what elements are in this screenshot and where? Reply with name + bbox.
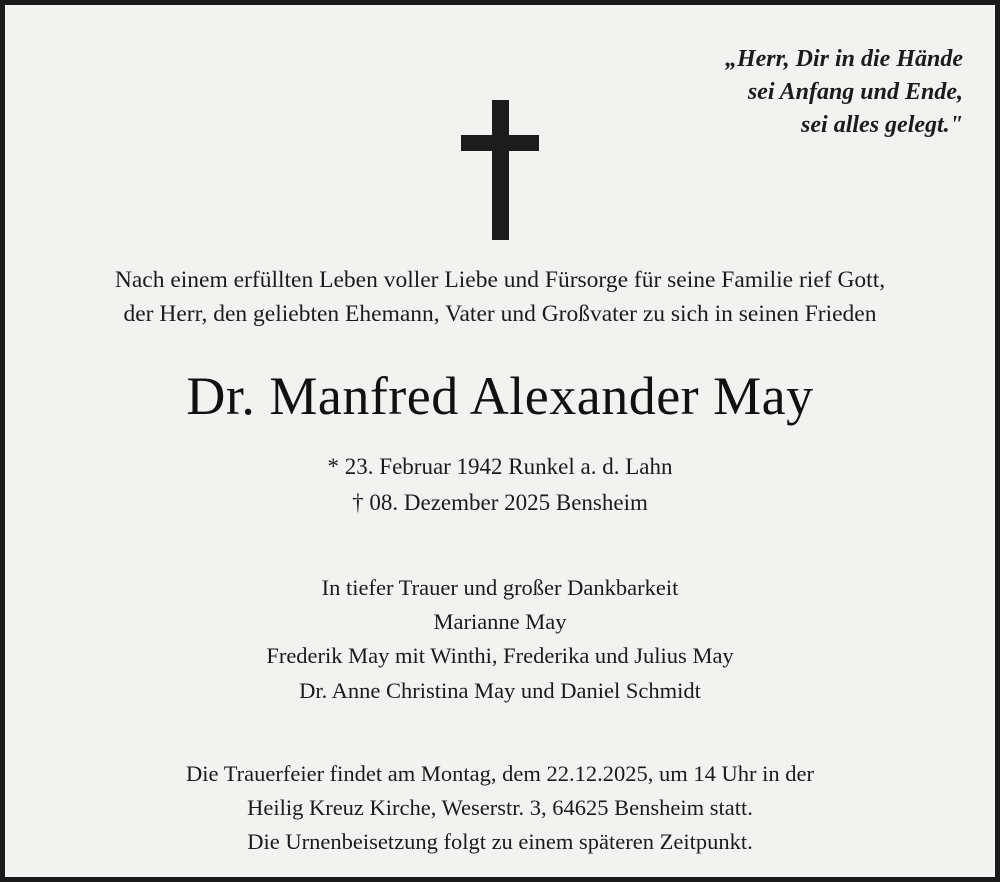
verse-line-1: „Herr, Dir in die Hände (724, 46, 963, 72)
death-date: † 08. Dezember 2025 Bensheim (352, 489, 648, 515)
notice-body (5, 5, 995, 877)
deceased-name: Dr. Manfred Alexander May (186, 366, 814, 426)
mourners-block (5, 571, 995, 708)
service-line-3: Die Urnenbeisetzung folgt zu einem späteren Zeitpunkt. (247, 828, 753, 854)
cross-vertical-bar (492, 100, 509, 240)
mourner-line-2: Frederik May mit Winthi, Frederika und Julius May (266, 643, 734, 669)
service-line-2: Heilig Kreuz Kirche, Weserstr. 3, 64625 Bensheim statt. (247, 794, 753, 820)
intro-line-2: der Herr, den geliebten Ehemann, Vater und Großvater zu sich in seinen Frieden (123, 301, 877, 328)
life-dates (5, 449, 995, 520)
christian-cross-icon (461, 100, 539, 240)
funeral-service-info (5, 757, 995, 858)
intro-text (55, 263, 945, 331)
cross-horizontal-bar (461, 135, 539, 151)
mourners-heading: In tiefer Trauer und großer Dankbarkeit (321, 575, 679, 600)
intro-line-1: Nach einem erfüllten Leben voller Liebe und Fürsorge für seine Familie rief Gott, (114, 267, 886, 293)
service-line-1: Die Trauerfeier findet am Montag, dem 22.12.2025, um 14 Uhr in der (185, 761, 814, 786)
cross-icon-container (5, 100, 995, 240)
verse-line-3: sei alles gelegt." (801, 112, 963, 139)
birth-date: * 23. Februar 1942 Runkel a. d. Lahn (327, 454, 673, 479)
mourner-line-3: Dr. Anne Christina May und Daniel Schmidt (299, 677, 701, 703)
mourner-line-1: Marianne May (433, 609, 567, 635)
verse-line-2: sei Anfang und Ende, (747, 79, 963, 106)
